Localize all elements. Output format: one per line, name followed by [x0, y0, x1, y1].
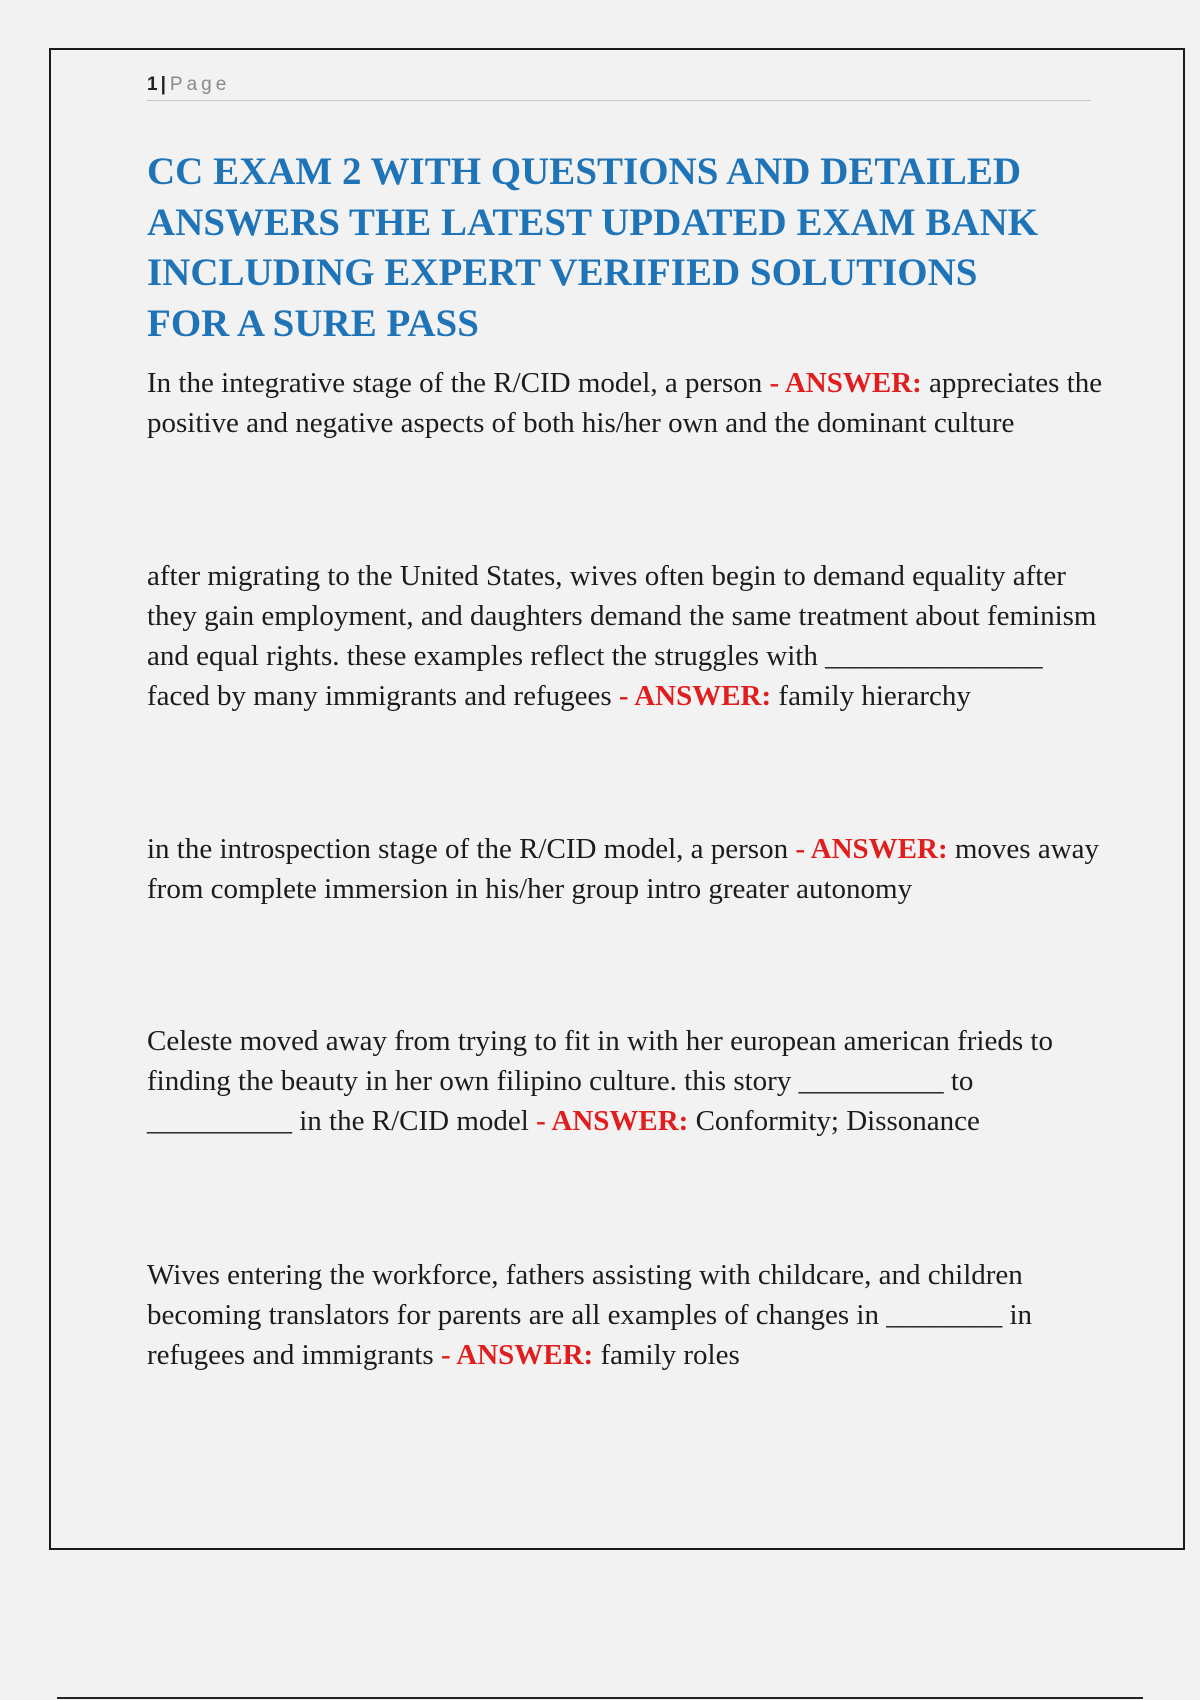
answer-label: - ANSWER:	[769, 367, 922, 399]
qa-item	[147, 556, 1107, 716]
qa-item	[147, 363, 1107, 443]
question-text: Wives entering the workforce, fathers assisting with childcare, and children becoming translators for parents are all examples of changes in ________ in refugees and immigrants	[147, 1259, 1033, 1371]
answer-text: family roles	[600, 1339, 740, 1371]
page-separator: |	[160, 74, 166, 95]
page-word: Page	[169, 74, 231, 95]
qa-item	[147, 1021, 1107, 1141]
question-text: after migrating to the United States, wives often begin to demand equality after they gain employment, and daughters demand the same treatment about feminism and equal rights. these examples reflect the struggles with _______________ faced by many immigrants and refugees	[147, 560, 1097, 712]
answer-text: appreciates the positive and negative aspects of both his/her own and the dominant culture	[147, 367, 1103, 439]
answer-label: - ANSWER:	[795, 833, 948, 865]
answer-label: - ANSWER:	[618, 680, 772, 712]
document-title: CC EXAM 2 WITH QUESTIONS AND DETAILED ANSWERS THE LATEST UPDATED EXAM BANK INCLUDING EXPERT VERIFIED SOLUTIONS FOR A SURE PASS	[147, 150, 1039, 345]
question-text: in the introspection stage of the R/CID model, a person	[147, 833, 789, 865]
question-text: Celeste moved away from trying to fit in with her european american frieds to finding the beauty in her own filipino culture. this story __________ to __________ in the R/CID model	[147, 1025, 1053, 1137]
question-text: In the integrative stage of the R/CID model, a person	[147, 367, 763, 399]
document-page	[49, 48, 1185, 1550]
answer-label: - ANSWER:	[536, 1105, 689, 1137]
answer-text: family hierarchy	[778, 680, 971, 712]
answer-text: moves away from complete immersion in his/her group intro greater autonomy	[147, 833, 1100, 905]
qa-item	[147, 1255, 1107, 1375]
footer-rule	[57, 1697, 1143, 1699]
page-number: 1	[147, 74, 158, 95]
page-header	[147, 74, 1091, 101]
answer-text: Conformity; Dissonance	[695, 1105, 980, 1137]
answer-label: - ANSWER:	[440, 1339, 594, 1371]
qa-item	[147, 829, 1107, 909]
